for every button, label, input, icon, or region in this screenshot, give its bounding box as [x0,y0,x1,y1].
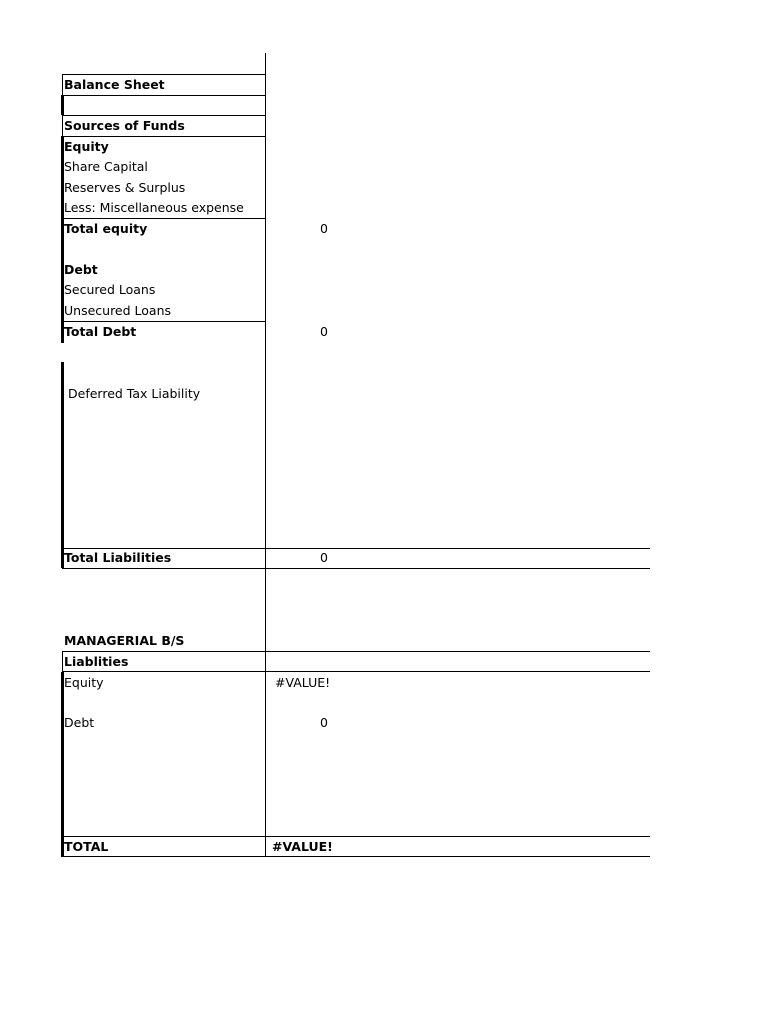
row-border [62,74,266,75]
total-equity-value: 0 [320,221,328,236]
debt-heading: Debt [64,262,98,277]
balance-sheet-title: Balance Sheet [64,77,165,92]
total-debt-label: Total Debt [64,324,137,339]
column-divider [265,53,266,857]
row-border [62,548,650,549]
left-border [62,651,63,671]
managerial-debt-label: Debt [64,715,95,730]
row-border [62,218,266,219]
row-border [62,115,266,116]
equity-heading: Equity [64,139,109,154]
row-border [62,651,650,652]
row-border [62,568,650,569]
total-liabilities-value: 0 [320,550,328,565]
less-misc-expense-label: Less: Miscellaneous expense [64,200,244,215]
row-border [62,321,266,322]
liabilities-heading: Liablities [64,654,129,669]
managerial-bs-title: MANAGERIAL B/S [64,633,185,648]
secured-loans-label: Secured Loans [64,282,156,297]
left-border [61,672,64,857]
total-equity-label: Total equity [64,221,148,236]
row-border [62,836,650,837]
managerial-equity-value: #VALUE! [275,675,331,690]
managerial-total-value: #VALUE! [272,839,333,854]
sources-of-funds-heading: Sources of Funds [64,118,185,133]
managerial-total-label: TOTAL [64,839,109,854]
managerial-equity-label: Equity [64,675,104,690]
deferred-tax-label: Deferred Tax Liability [68,386,201,401]
left-border [61,362,64,568]
managerial-debt-value: 0 [320,715,328,730]
total-debt-value: 0 [320,324,328,339]
unsecured-loans-label: Unsecured Loans [64,303,172,318]
row-border [62,136,266,137]
row-border [62,95,266,96]
total-liabilities-label: Total Liabilities [64,550,172,565]
share-capital-label: Share Capital [64,159,148,174]
row-border [62,856,650,857]
left-border [62,74,63,136]
reserves-surplus-label: Reserves & Surplus [64,180,186,195]
row-border [62,671,650,672]
